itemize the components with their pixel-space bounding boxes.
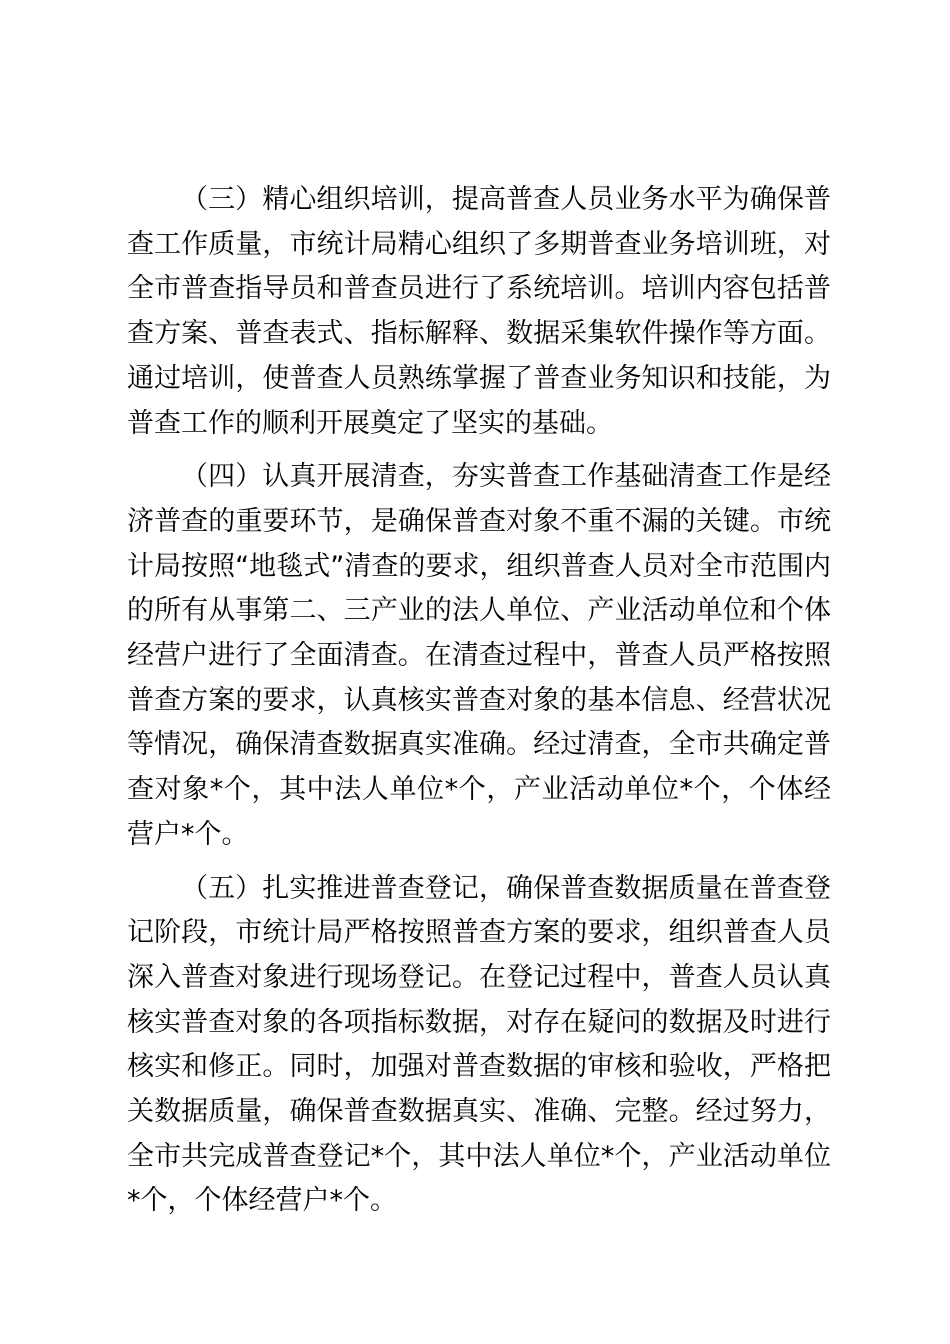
- paragraph-inventory: （四）认真开展清查，夯实普查工作基础清查工作是经济普查的重要环节，是确保普查对象不重不漏的关键。市统计局按照“地毯式”清查的要求，组织普查人员对全市范围内的所有从事第二、三产业的法人单位、产业活动单位和个体经营户进行了全面清查。在清查过程中，普查人员严格按照普查方案的要求，认真核实普查对象的基本信息、经营状况等情况，确保清查数据真实准确。经过清查，全市共确定普查对象*个，其中法人单位*个，产业活动单位*个，个体经营户*个。: [127, 461, 831, 850]
- document-body: [127, 178, 831, 1233]
- paragraph-registration: （五）扎实推进普查登记，确保普查数据质量在普查登记阶段，市统计局严格按照普查方案的要求，组织普查人员深入普查对象进行现场登记。在登记过程中，普查人员认真核实普查对象的各项指标数据，对存在疑问的数据及时进行核实和修正。同时，加强对普查数据的审核和验收，严格把关数据质量，确保普查数据真实、准确、完整。经过努力，全市共完成普查登记*个，其中法人单位*个，产业活动单位*个，个体经营户*个。: [127, 872, 831, 1217]
- paragraph-training: （三）精心组织培训，提高普查人员业务水平为确保普查工作质量，市统计局精心组织了多期普查业务培训班，对全市普查指导员和普查员进行了系统培训。培训内容包括普查方案、普查表式、指标解释、数据采集软件操作等方面。通过培训，使普查人员熟练掌握了普查业务知识和技能，为普查工作的顺利开展奠定了坚实的基础。: [127, 184, 831, 439]
